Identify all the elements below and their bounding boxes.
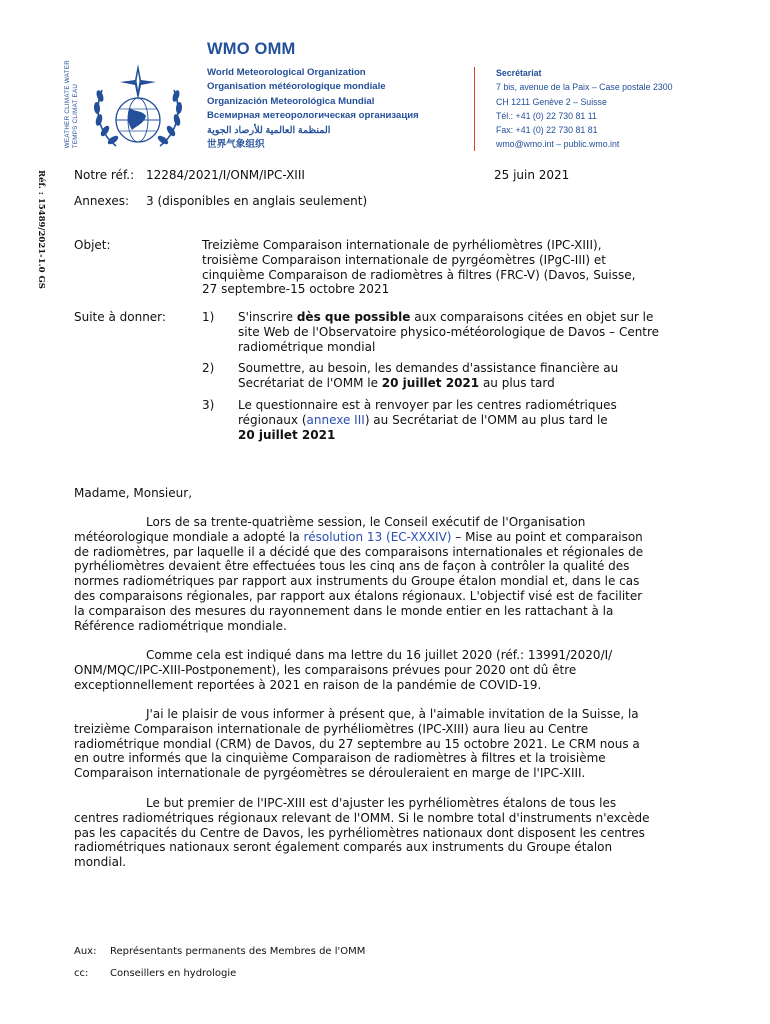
phone-line: Tél.: +41 (0) 22 730 81 11 (496, 110, 597, 121)
objet-line: troisième Comparaison internationale de pyrgéomètres (IPgC-III) et (202, 252, 606, 267)
objet-label: Objet: (74, 238, 111, 252)
org-name-zh: 世界气象组织 (207, 139, 265, 151)
action-number: 3) (202, 398, 215, 412)
deadline: 20 juillet 2021 (238, 427, 336, 442)
paragraph-3: J'ai le plaisir de vous informer à présent que, à l'aimable invitation de la Suisse, la treizième Comparaison internationale de pyrhéliomètres (IPC-XIII) aura lieu au Centre radiométrique mondial (CRM) de Davos, du 27 septembre au 15 octobre 2021. Le CRM nous a en outre informés que la cinquième Comparaison de radiomètres à filtres et la troisième Comparaison internationale de pyrgéomètres se dérouleraient en marge de l'IPC-XIII. (74, 707, 640, 781)
email-line: wmo@wmo.int – public.wmo.int (496, 139, 620, 150)
action-item-questionnaire: Le questionnaire est à renvoyer par les centres radiométriques régionaux (annexe III) au Secrétariat de l'OMM au plus tard le 20 juillet 2021 (238, 398, 617, 442)
annex-iii-link[interactable]: annexe III (306, 412, 365, 427)
suite-label: Suite à donner: (74, 310, 166, 324)
emphasis: dès que possible (296, 310, 411, 324)
tagline-line-2: TEMPS CLIMAT EAU (72, 83, 79, 149)
org-name-es: Organización Meteorológica Mundial (207, 95, 375, 107)
action-item-register: S'inscrire dès que possible aux comparaisons citées en objet sur le site Web de l'Observatoire physico-météorologique de Davos – Centre radiométrique mondial (238, 310, 660, 354)
salutation: Madame, Monsieur, (74, 486, 193, 500)
annexes-label: Annexes: (74, 194, 130, 208)
org-name-ar: المنظمة العالمية للأرصاد الجوية (207, 124, 331, 136)
objet-line: 27 septembre-15 octobre 2021 (202, 282, 390, 297)
aux-value: Représentants permanents des Membres de l'OMM (110, 946, 366, 957)
aux-label: Aux: (74, 946, 97, 957)
org-name-en: World Meteorological Organization (207, 67, 366, 78)
deadline: 20 juillet 2021 (381, 375, 480, 390)
objet-line: Treizième Comparaison internationale de pyrhéliomètres (IPC-XIII), (202, 238, 602, 252)
objet-text (202, 238, 635, 297)
ref-value: 12284/2021/I/ONM/IPC-XIII (146, 168, 305, 182)
action-item-funding: Soumettre, au besoin, les demandes d'assistance financière au Secrétariat de l'OMM le 20 juillet 2021 au plus tard (238, 361, 619, 390)
letter-date: 25 juin 2021 (494, 168, 570, 182)
reference-stamp: Réf. : 15489/2021-1.0 GS (36, 170, 46, 289)
tagline-line-1: WEATHER CLIMATE WATER (64, 60, 71, 149)
org-name-ru: Всемирная метеорологическая организация (207, 110, 419, 122)
fax-line: Fax: +41 (0) 22 730 81 81 (496, 125, 598, 136)
cc-value: Conseillers en hydrologie (110, 968, 237, 979)
address-line: 7 bis, avenue de la Paix – Case postale 2300 (496, 82, 673, 93)
objet-line: cinquième Comparaison de radiomètres à filtres (FRC-V) (Davos, Suisse, (202, 267, 636, 282)
address-line: CH 1211 Genève 2 – Suisse (496, 96, 607, 107)
paragraph-2: Comme cela est indiqué dans ma lettre du 16 juillet 2020 (réf.: 13991/2020/I/ ONM/MQC/IPC-XIII-Postponement), les comparaisons prévues pour 2020 ont dû être exceptionnellement reportées à 2021 en raison de la pandémie de COVID-19. (74, 648, 613, 692)
organization-names (207, 66, 419, 152)
tagline-vertical (64, 60, 80, 148)
action-number: 2) (202, 361, 215, 375)
resolution-13-link[interactable]: résolution 13 (EC-XXXIV) (303, 529, 452, 544)
action-number: 1) (202, 310, 215, 324)
paragraph-4: Le but premier de l'IPC-XIII est d'ajuster les pyrhéliomètres étalons de tous les centres radiométriques régionaux relevant de l'OMM. Si le nombre total d'instruments n'excède pas les capacités du Centre de Davos, les pyrhéliomètres nationaux dont disposent les centres radiométriques nationaux seront également comparés aux instruments du Groupe étalon mondial. (74, 796, 650, 870)
header-divider (474, 67, 475, 151)
org-name-fr: Organisation météorologique mondiale (207, 81, 386, 93)
cc-label: cc: (74, 968, 89, 979)
brand-wordmark: WMO OMM (207, 40, 296, 58)
paragraph-1: Lors de sa trente-quatrième session, le Conseil exécutif de l'Organisation météorologique mondiale a adopté la résolution 13 (EC-XXXIV) – Mise au point et comparaison de radiomètres, par laquelle il a décidé que des comparaisons internationales et régionales de pyrhéliomètres devaient être effectuées tous les cinq ans de façon à contrôler la qualité des normes radiométriques par rapport aux instruments du Groupe étalon mondial et, dans le cas des comparaisons régionales, par rapport aux étalons régionaux. L'objectif visé est de faciliter la comparaison des mesures du rayonnement dans le monde entier en les rattachant à la Référence radiométrique mondiale. (74, 515, 644, 633)
ref-label: Notre réf.: (74, 168, 135, 182)
annexes-value: 3 (disponibles en anglais seulement) (146, 194, 368, 208)
secretariat-address (496, 66, 673, 152)
secretariat-title: Secrétariat (496, 68, 542, 78)
wmo-emblem-icon (86, 60, 190, 156)
